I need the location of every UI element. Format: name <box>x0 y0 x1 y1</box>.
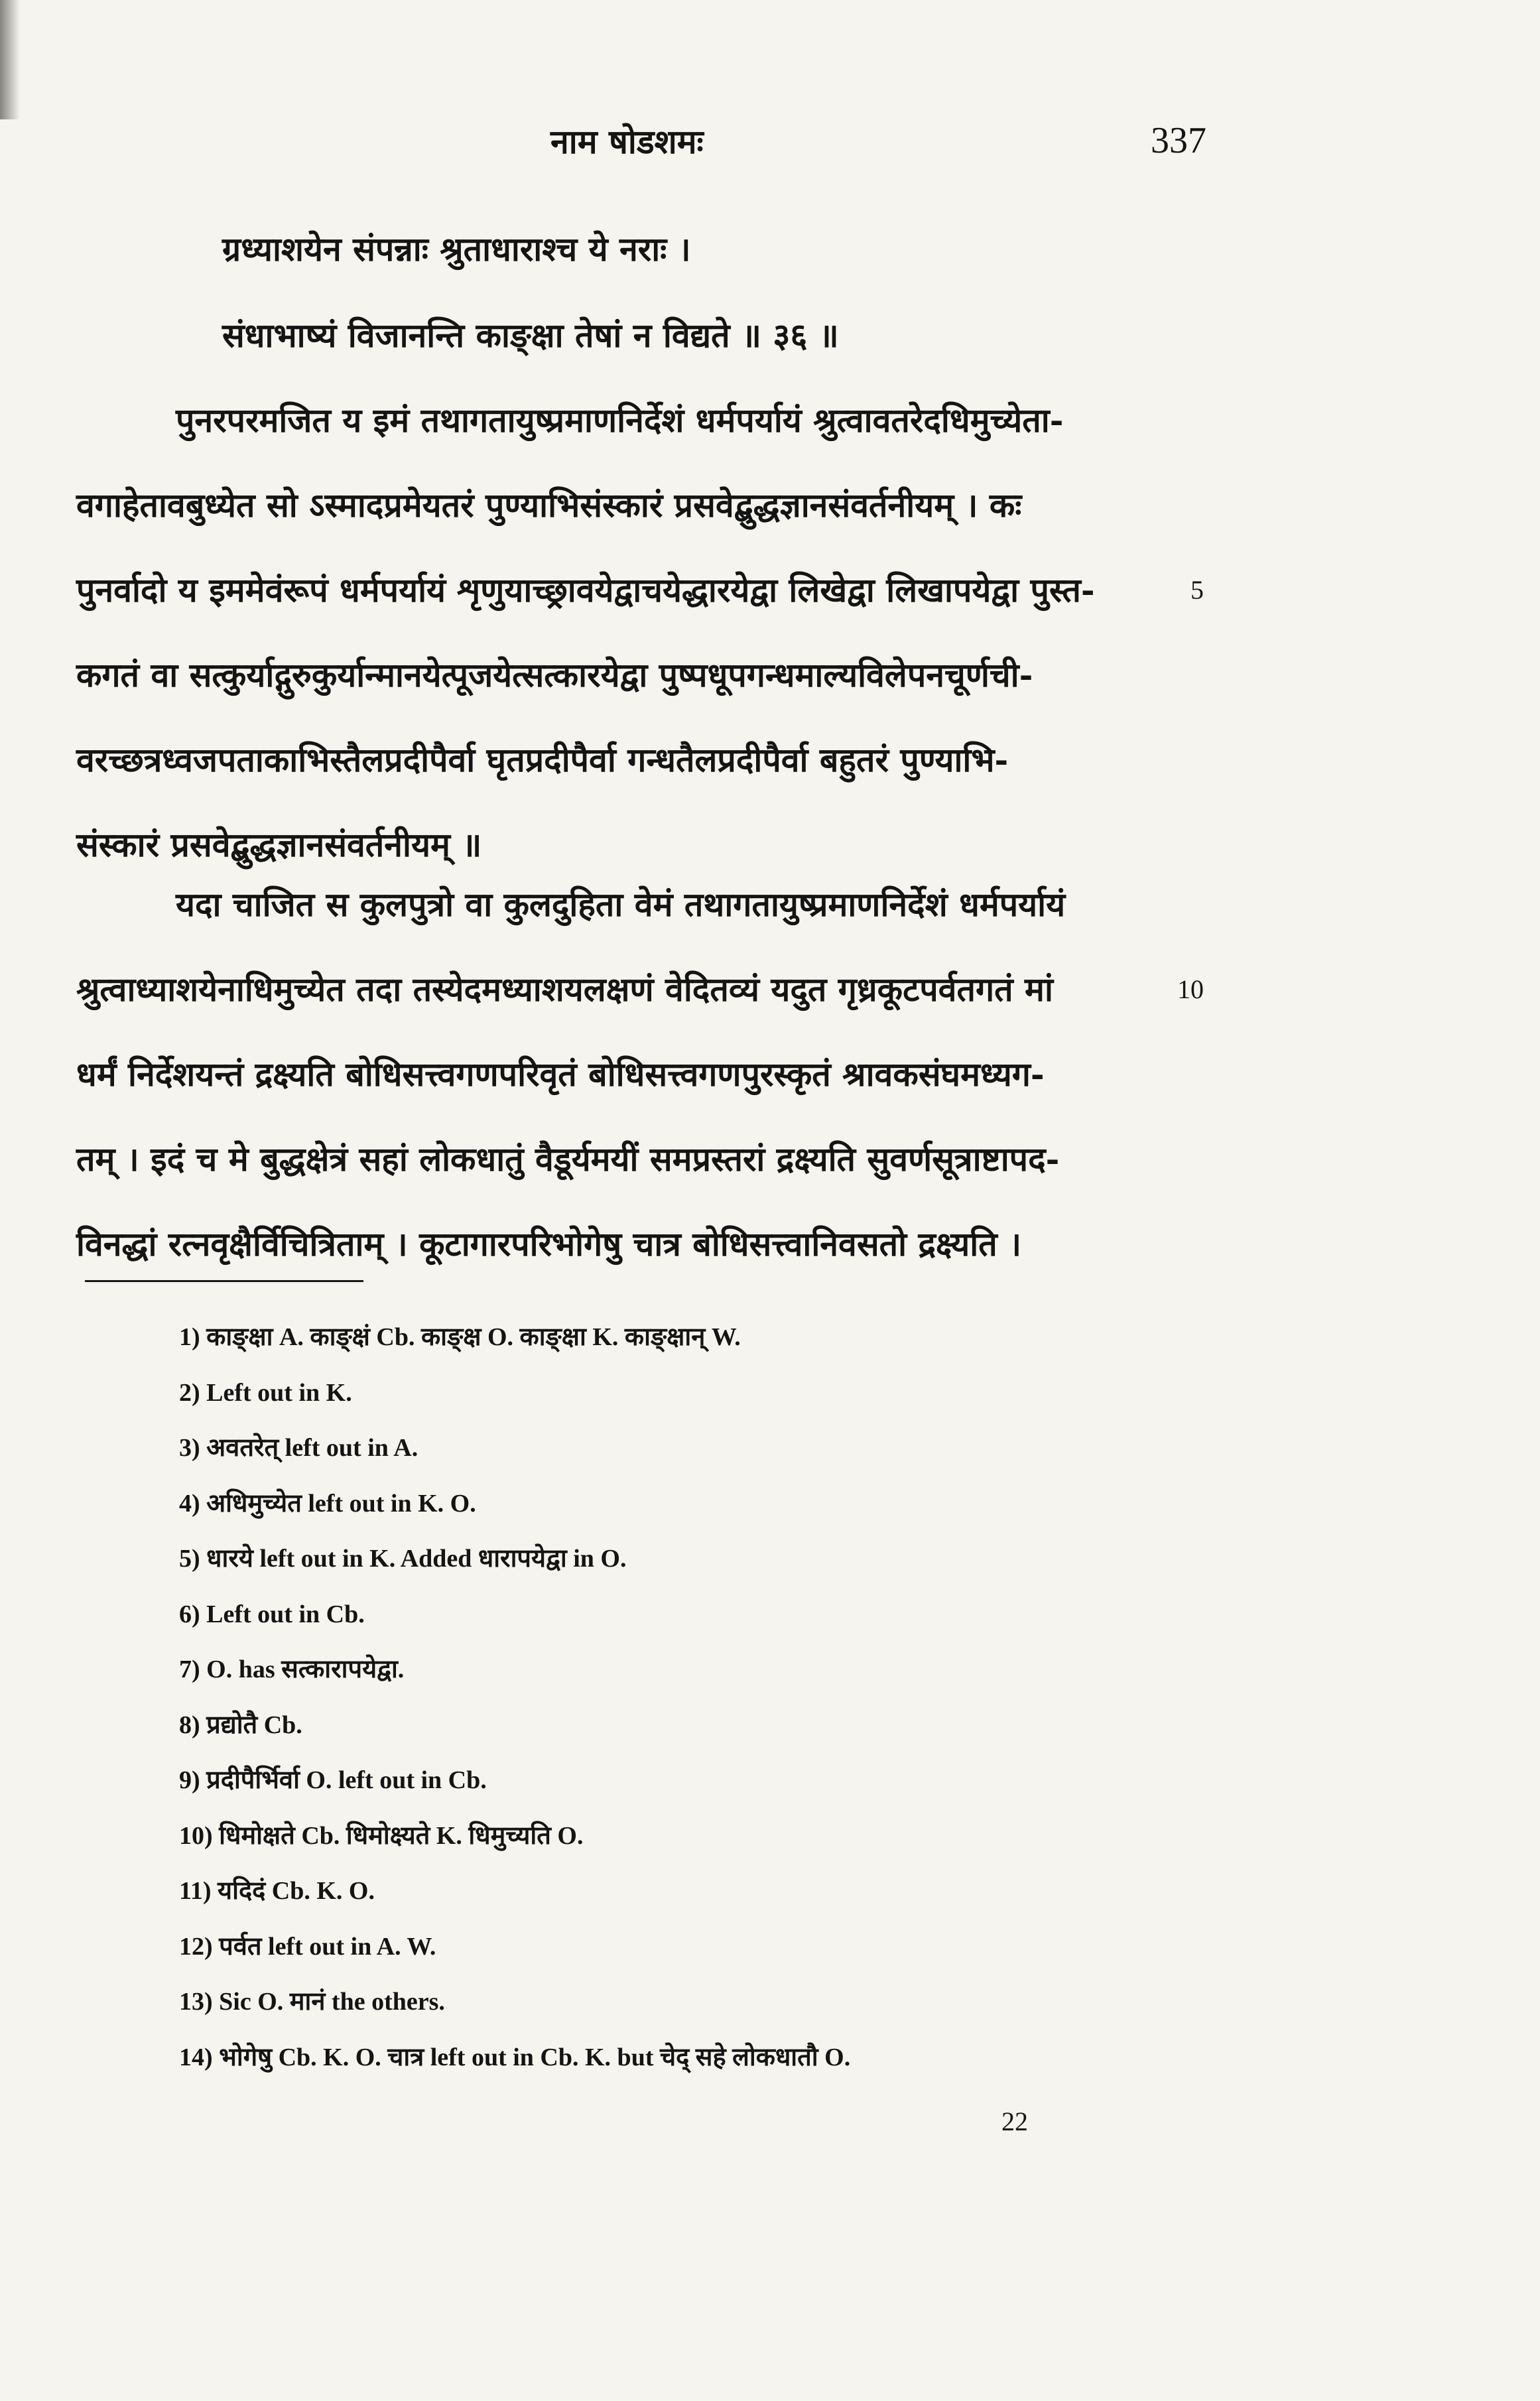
paragraph-line <box>76 548 1204 633</box>
footnote-item: 7) O. has सत्कारापयेद्वा. <box>179 1655 405 1683</box>
footnote-divider <box>85 1280 363 1282</box>
line-number-marker: 5 <box>1190 575 1204 605</box>
line-number-marker: 10 <box>1177 974 1204 1004</box>
footnote-item: 12) पर्वत left out in A. W. <box>179 1932 436 1961</box>
verse-line-1: ग्रध्याशयेन संपन्नाः श्रुताधाराश्च ये नराः । <box>222 229 691 269</box>
footnote-item: 5) धारये left out in K. Added धारापयेद्वा in O. <box>179 1545 627 1573</box>
chapter-header: नाम षोडशमः <box>550 122 704 161</box>
scan-edge-shadow <box>0 0 20 119</box>
page-number: 337 <box>1151 120 1206 161</box>
paragraph-line: विनद्धां रत्नवृक्षैर्विचित्रिताम् । कूटागारपरिभोगेषु चात्र बोधिसत्त्वानिवसतो द्रक्ष्यति । <box>76 1224 1022 1264</box>
paragraph-line-text: श्रुत्वाध्याशयेनाधिमुच्येत तदा तस्येदमध्याशयलक्षणं वेदितव्यं यदुत गृध्रकूटपर्वतगतं मां <box>76 970 1053 1009</box>
paragraph-1 <box>76 378 1204 887</box>
footnote-item: 8) प्रद्योतै Cb. <box>179 1711 302 1739</box>
footnote-item: 13) Sic O. मानं the others. <box>179 1988 445 2016</box>
footnote-item: 2) Left out in K. <box>179 1378 352 1407</box>
footnote-item: 3) अवतरेत् left out in A. <box>179 1434 418 1462</box>
footnote-item: 10) धिमोक्षते Cb. धिमोक्ष्यते K. धिमुच्यति O. <box>179 1821 584 1850</box>
footnote-item: 1) काङ्क्षा A. काङ्क्षं Cb. काङ्क्ष O. काङ्क्षा K. काङ्क्षान् W. <box>179 1323 741 1351</box>
paragraph-line: संस्कारं प्रसवेद्बुद्धज्ञानसंवर्तनीयम् ॥ <box>76 825 482 864</box>
paragraph-line <box>76 947 1204 1032</box>
footnotes <box>179 1310 1307 2085</box>
footnote-item: 11) यदिदं Cb. K. O. <box>179 1877 375 1905</box>
paragraph-line: वगाहेतावबुध्येत सो ऽस्मादप्रमेयतरं पुण्याभिसंस्कारं प्रसवेद्बुद्धज्ञानसंवर्तनीयम् । कः <box>76 486 1022 525</box>
footnote-item: 4) अधिमुच्येत left out in K. O. <box>179 1489 476 1518</box>
footnote-item: 6) Left out in Cb. <box>179 1600 365 1628</box>
signature-mark: 22 <box>1001 2107 1028 2136</box>
footnote-item: 14) भोगेषु Cb. K. O. चात्र left out in Cb. K. but चेद् सहे लोकधातौ O. <box>179 2043 851 2071</box>
paragraph-line: वरच्छत्रध्वजपताकाभिस्तैलप्रदीपैर्वा घृतप्रदीपैर्वा गन्धतैलप्रदीपैर्वा बहुतरं पुण्याभि- <box>76 740 1009 779</box>
verse-line-2: संधाभाष्यं विजानन्ति काङ्क्षा तेषां न विद्यते ॥ ३६ ॥ <box>222 316 839 355</box>
paragraph-line: धर्मं निर्देशयन्तं द्रक्ष्यति बोधिसत्त्वगणपरिवृतं बोधिसत्त्वगणपुरस्कृतं श्रावकसंघमध्यग- <box>76 1055 1045 1094</box>
paragraph-2 <box>76 862 1204 1287</box>
paragraph-line: यदा चाजित स कुलपुत्रो वा कुलदुहिता वेमं तथागतायुष्प्रमाणनिर्देशं धर्मपर्यायं <box>176 885 1066 924</box>
paragraph-line: पुनरपरमजित य इमं तथागतायुष्प्रमाणनिर्देशं धर्मपर्यायं श्रुत्वावतरेदधिमुच्येता- <box>176 401 1064 440</box>
footnote-item: 9) प्रदीपैर्भिर्वा O. left out in Cb. <box>179 1766 487 1794</box>
paragraph-line: तम् । इदं च मे बुद्धक्षेत्रं सहां लोकधातुं वैडूर्यमयीं समप्रस्तरां द्रक्ष्यति सुवर्णसूत्राष्टापद- <box>76 1139 1060 1179</box>
paragraph-line-text: पुनर्वादो य इममेवंरूपं धर्मपर्यायं शृणुयाच्छ्रावयेद्वाचयेद्धारयेद्वा लिखेद्वा लिखापयेद्वा पुस्त- <box>76 570 1095 610</box>
paragraph-line: कगतं वा सत्कुर्याद्गुरुकुर्यान्मानयेत्पूजयेत्सत्कारयेद्वा पुष्पधूपगन्धमाल्यविलेपनचूर्णची- <box>76 655 1033 694</box>
